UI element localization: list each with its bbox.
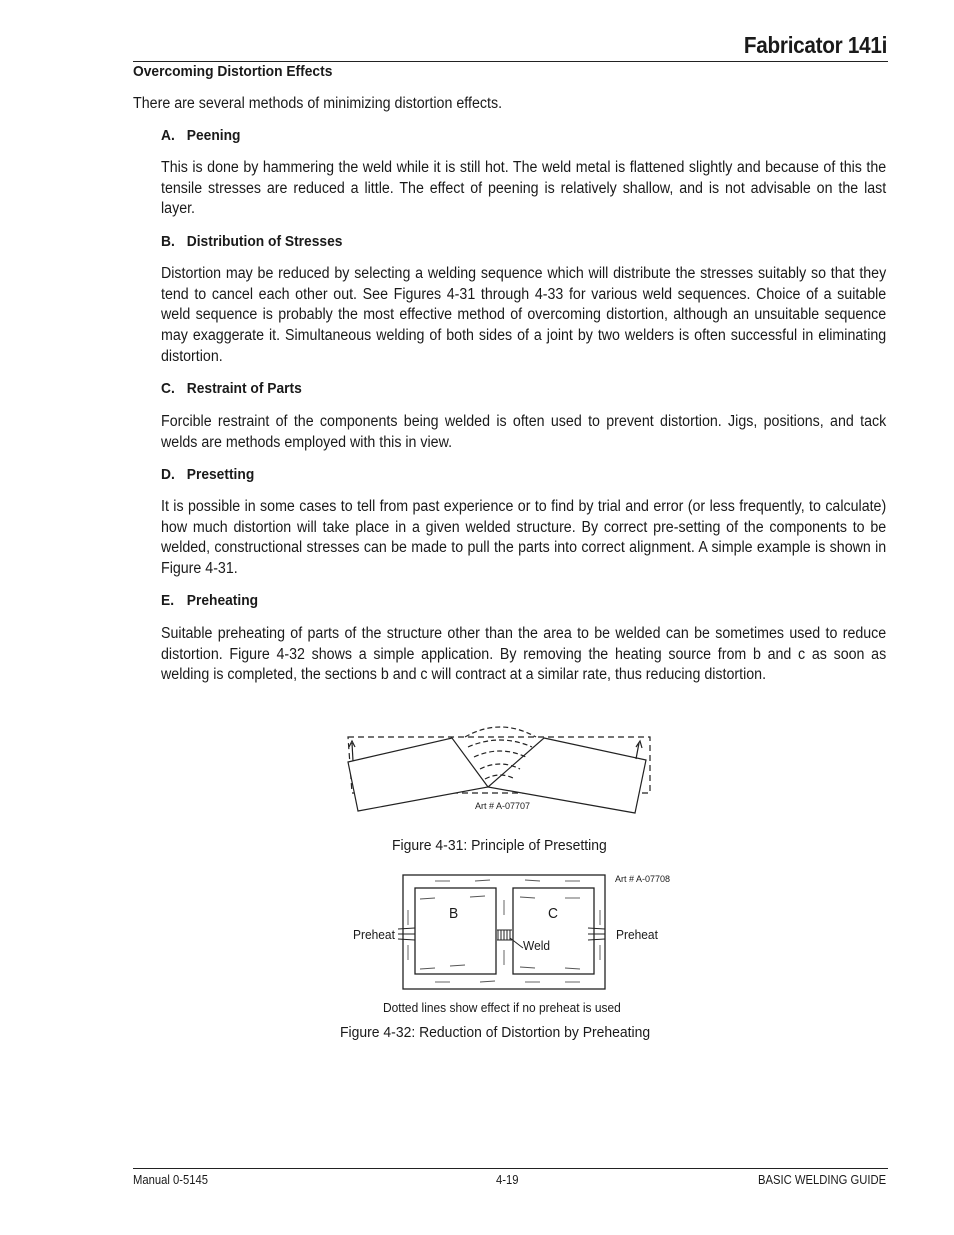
section-title: Overcoming Distortion Effects: [133, 63, 333, 80]
subheading-text: Peening: [186, 127, 241, 144]
subheading-preheating: [161, 592, 258, 609]
preheat-mark-left: [398, 928, 415, 929]
weld-hatch: [497, 930, 523, 948]
figure32-caption: Figure 4-32: Reduction of Distortion by Preheating: [340, 1024, 651, 1041]
footer-manual-number: Manual 0-5145: [133, 1173, 209, 1187]
preheat-mark-right: [588, 928, 605, 929]
header-divider: [133, 61, 888, 62]
left-arrow: [352, 743, 353, 761]
left-plate: [348, 738, 488, 811]
subheading-letter: E.: [161, 592, 175, 609]
subheading-restraint: [161, 380, 302, 397]
subheading-letter: A.: [161, 127, 175, 144]
paragraph-preheating: Suitable preheating of parts of the structure other than the area to be welded can be sometimes used to reduce distortion. Figure 4-32 shows a simple application. By removing the heating source from b and c as soon as welding is completed, the sections b and c will contract at a similar rate, thus reducing distortion.: [161, 625, 887, 684]
paragraph-restraint: Forcible restraint of the components being welded is often used to prevent distortion. Jigs, positions, and tack welds are methods employed with this in view.: [161, 413, 887, 451]
figure31-caption: Figure 4-31: Principle of Presetting: [392, 837, 607, 854]
subheading-letter: C.: [161, 380, 175, 397]
subheading-text: Preheating: [186, 592, 259, 609]
weld-label: Weld: [523, 938, 551, 953]
subheading-text: Presetting: [186, 466, 255, 483]
figure31-art-number: Art # A-07707: [475, 801, 531, 811]
section-b-label: B: [449, 905, 459, 922]
subheading-letter: B.: [161, 233, 175, 250]
paragraph-peening: This is done by hammering the weld while it is still hot. The weld metal is flattened slightly and because of this the tensile stresses are reduced a little. The effect of peening is relatively shallow, and is not advisable on the last layer.: [161, 159, 887, 218]
subheading-peening: [161, 127, 240, 144]
figure32-note: Dotted lines show effect if no preheat is used: [383, 1000, 621, 1015]
preheating-diagram: [395, 870, 615, 995]
figure32-art-number: Art # A-07708: [615, 874, 671, 884]
footer-guide-title: BASIC WELDING GUIDE: [758, 1173, 887, 1187]
paragraph-distribution: Distortion may be reduced by selecting a welding sequence which will distribute the stresses suitably so that they tend to cancel each other out. See Figures 4-31 through 4-33 for various weld sequences. Choice of a suitable weld sequence is probably the most effective method of overcoming distortion, although an unsuitable sequence may exaggerate it. Simultaneous welding of both sides of a joint by two welders is often successful in eliminating distortion.: [161, 265, 887, 365]
section-c: [513, 888, 594, 974]
subheading-presetting: [161, 466, 254, 483]
footer-divider: [133, 1168, 888, 1169]
footer-page-number: 4-19: [496, 1173, 519, 1187]
section-intro: There are several methods of minimizing distortion effects.: [133, 95, 503, 112]
subheading-letter: D.: [161, 466, 175, 483]
subheading-text: Distribution of Stresses: [186, 233, 343, 250]
preheat-label-right: Preheat: [616, 927, 658, 942]
weld-bead-top: [465, 727, 536, 737]
weld-leader: [510, 938, 523, 948]
section-c-label: C: [548, 905, 558, 922]
paragraph-presetting: It is possible in some cases to tell from past experience or to find by trial and error (or less frequently, to calculate) how much distortion will take place in a given welded structure. By correct pre-setting of the components to be welded, constructional stresses can be made to pull the parts into correct alignment. A simple example is shown in Figure 4-31.: [161, 498, 887, 578]
section-b: [415, 888, 496, 974]
preheat-label-left: Preheat: [353, 927, 395, 942]
page-header-title: Fabricator 141i: [743, 32, 887, 58]
subheading-text: Restraint of Parts: [186, 380, 302, 397]
subheading-distribution: [161, 233, 342, 250]
